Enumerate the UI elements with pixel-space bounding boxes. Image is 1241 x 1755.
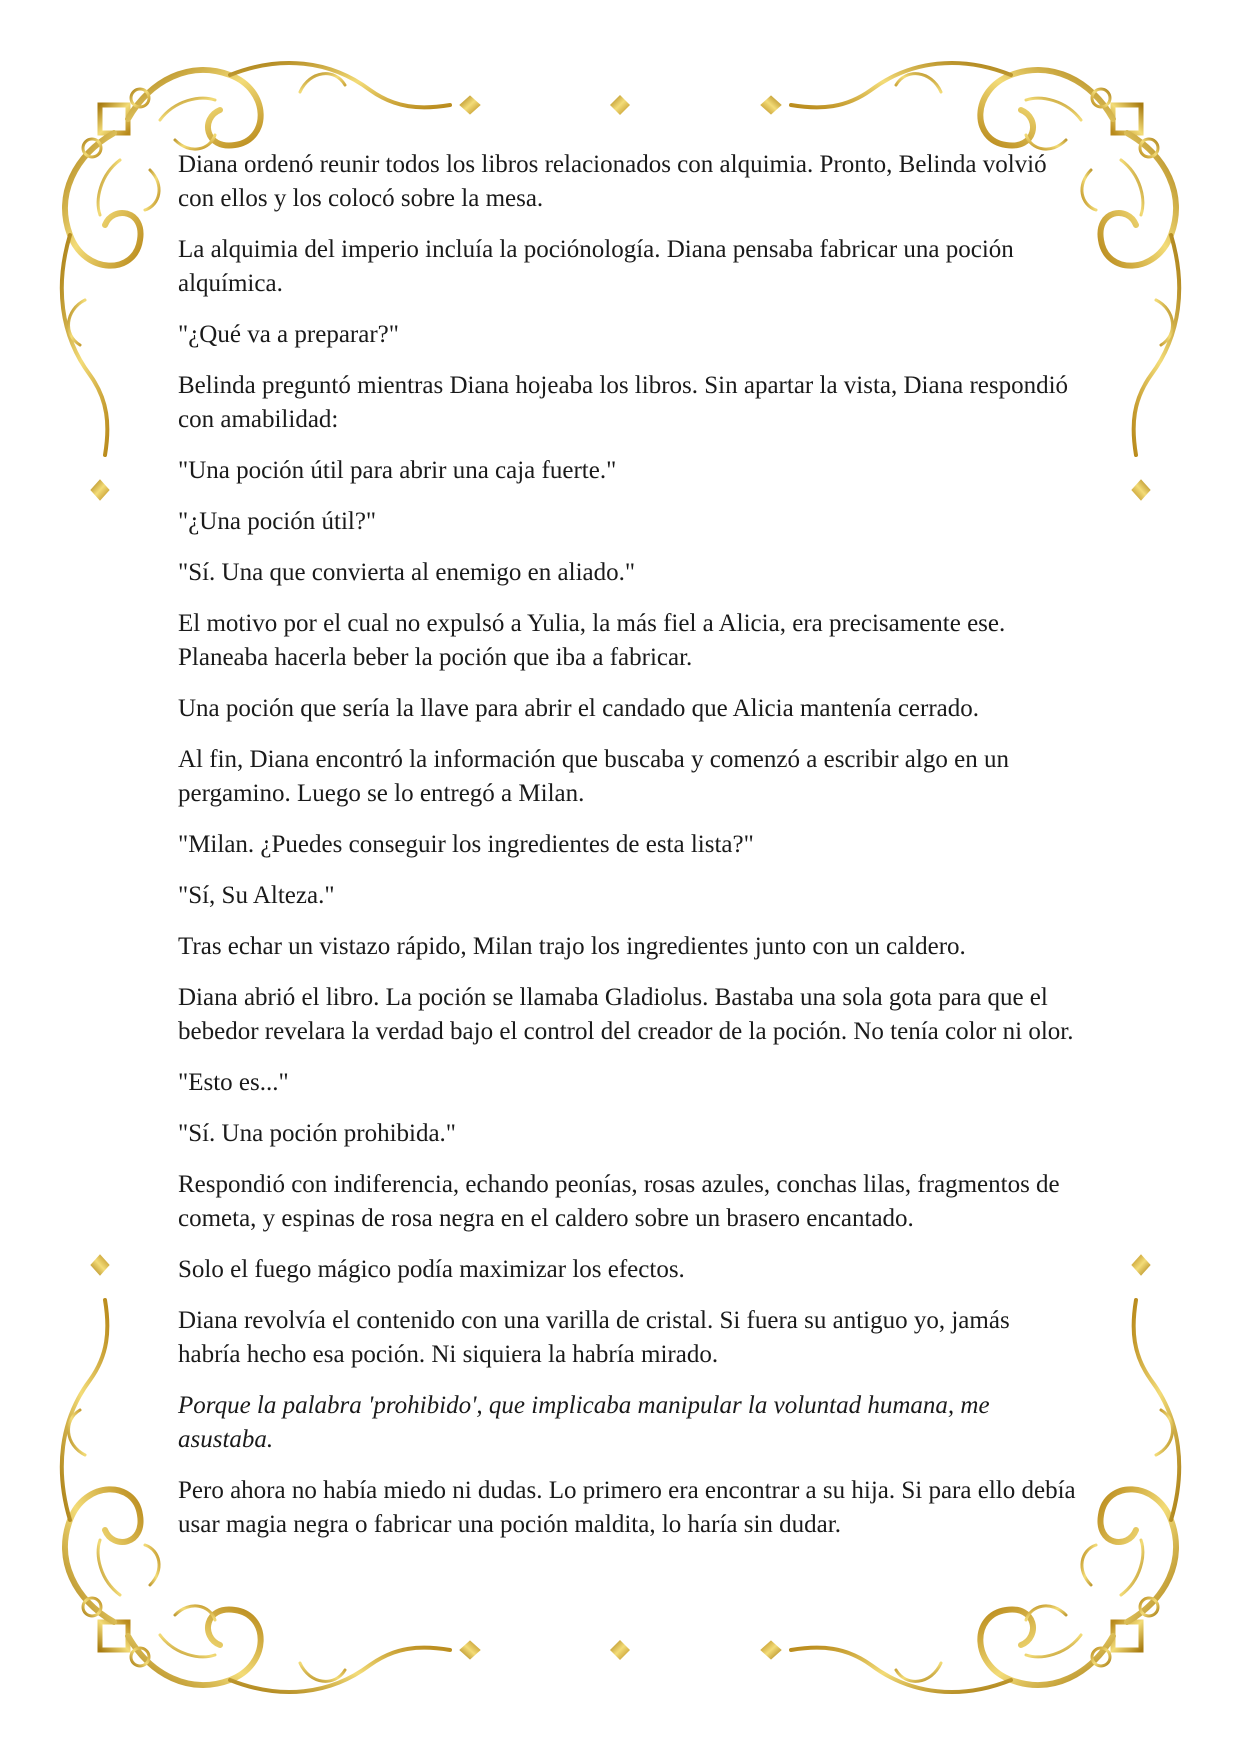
paragraph: Porque la palabra 'prohibido', que implicaba manipular la voluntad humana, me asustaba. — [178, 1392, 990, 1453]
paragraph: Pero ahora no había miedo ni dudas. Lo primero era encontrar a su hija. Si para ello debía usar magia negra o fabricar una poción maldita, lo haría sin dudar. — [178, 1477, 1076, 1538]
paragraph: Tras echar un vistazo rápido, Milan trajo los ingredientes junto con un caldero. — [178, 933, 966, 960]
paragraph: Diana ordenó reunir todos los libros relacionados con alquimia. Pronto, Belinda volvió con ellos y los colocó sobre la mesa. — [178, 151, 1047, 212]
paragraph: "Milan. ¿Puedes conseguir los ingredientes de esta lista?" — [178, 831, 754, 858]
paragraph: "¿Una poción útil?" — [178, 508, 377, 535]
paragraph: Respondió con indiferencia, echando peonías, rosas azules, conchas lilas, fragmentos de cometa, y espinas de rosa negra en el caldero sobre un brasero encantado. — [178, 1171, 1060, 1232]
paragraph: Diana revolvía el contenido con una varilla de cristal. Si fuera su antiguo yo, jamás habría hecho esa poción. Ni siquiera la habría mirado. — [178, 1307, 1010, 1368]
paragraph: "Sí, Su Alteza." — [178, 882, 335, 909]
paragraph: La alquimia del imperio incluía la pociónología. Diana pensaba fabricar una poción alquímica. — [178, 236, 1014, 297]
paragraph: "Una poción útil para abrir una caja fuerte." — [178, 457, 617, 484]
paragraph: El motivo por el cual no expulsó a Yulia, la más fiel a Alicia, era precisamente ese. Planeaba hacerla beber la poción que iba a fabricar. — [178, 610, 1006, 671]
paragraph: Una poción que sería la llave para abrir el candado que Alicia mantenía cerrado. — [178, 695, 980, 722]
frame-diamond-top — [610, 95, 630, 115]
paragraph: "Sí. Una poción prohibida." — [178, 1120, 457, 1147]
paragraph: Solo el fuego mágico podía maximizar los efectos. — [178, 1256, 685, 1283]
paragraph: "Sí. Una que convierta al enemigo en aliado." — [178, 559, 636, 586]
document-body — [178, 148, 1078, 1559]
paragraph: "¿Qué va a preparar?" — [178, 321, 399, 348]
paragraph: Al fin, Diana encontró la información que buscaba y comenzó a escribir algo en un pergamino. Luego se lo entregó a Milan. — [178, 746, 1009, 807]
paragraph: Diana abrió el libro. La poción se llamaba Gladiolus. Bastaba una sola gota para que el bebedor revelara la verdad bajo el control del creador de la poción. No tenía color ni olor. — [178, 984, 1074, 1045]
paragraph: Belinda preguntó mientras Diana hojeaba los libros. Sin apartar la vista, Diana respondió con amabilidad: — [178, 372, 1069, 433]
paragraph: "Esto es..." — [178, 1069, 289, 1096]
frame-diamond-bottom — [610, 1640, 630, 1660]
